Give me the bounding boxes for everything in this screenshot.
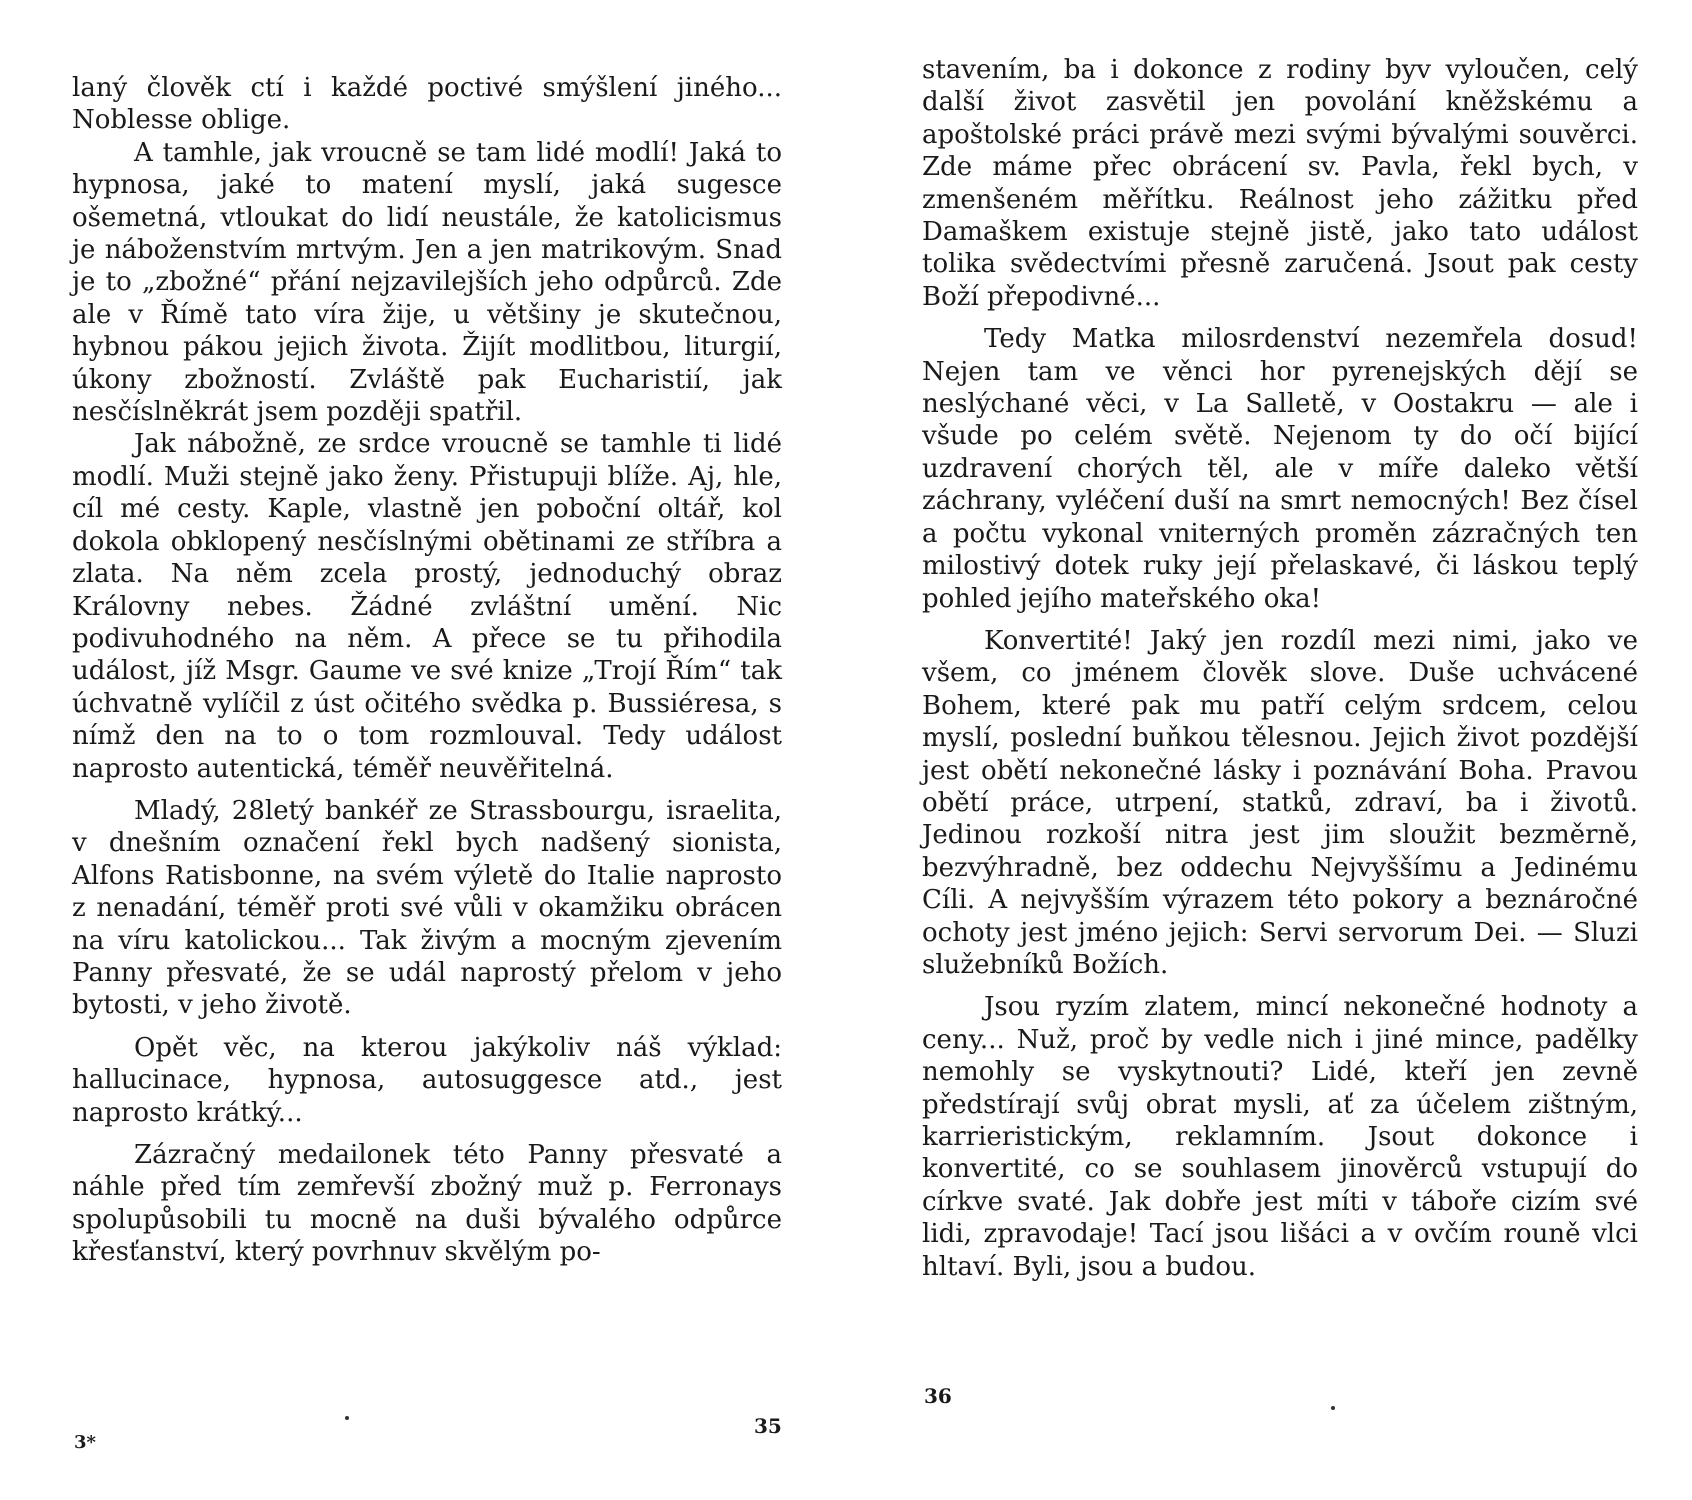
right-paragraph-3: Konvertité! Jaký jen rozdíl mezi nimi, jako ve všem, co jménem člověk slove. Duše uchvácené Bohem, které pak mu patří celým srdcem, celou myslí, poslední buňkou tělesnou. Jejich život pozdější jest obětí nekonečné lásky i poznávání Boha. Pravou obětí práce, utrpení, statků, zdraví, ba i životů. Jedinou rozkoší nitra jest jim sloužit bezměrně, bezvýhradně, bez oddechu Nejvyššímu a Jedinému Cíli. A nejvyšším výrazem této pokory a beznáročné ochoty jest jméno jejich: Servi servorum Dei. — Sluzi služebníků Božích. — [922, 625, 1638, 980]
right-paragraph-2: Tedy Matka milosrdenství nezemřela dosud! Nejen tam ve věnci hor pyrenejských dějí se neslýchané věci, v La Salletě, v Oostakru — ale i všude po celém světě. Nejenom ty do očí bijící uzdravení chorých těl, ale v míře daleko větší záchrany, vyléčení duší na smrt nemocných! Bez čísel a počtu vykonal vniterných proměn zázračných ten milostivý dotek ruky její přelaskavé, či láskou teplý pohled jejího mateřského oka! — [922, 324, 1638, 614]
left-paragraph-4: Mladý, 28letý bankéř ze Strassbourgu, israelita, v dnešním označení řekl bych nadšený sionista, Alfons Ratisbonne, na svém výletě do Italie naprosto z nenadání, téměř proti své vůli v okamžiku obrácen na víru katolickou... Tak živým a mocným zjevením Panny přesvaté, že se udál naprostý přelom v jeho bytosti, v jeho životě. — [72, 795, 782, 1021]
left-paragraph-2: A tamhle, jak vroucně se tam lidé modlí! Jaká to hypnosa, jaké to matení myslí, jaká sugesce ošemetná, vtloukat do lidí neustále, že katolicismus je náboženstvím mrtvým. Jen a jen matrikovým. Snad je to „zbožné“ přání nejzavilejších jeho odpůrců. Zde ale v Římě tato víra žije, u většiny je skutečnou, hybnou pákou jejich života. Žijít modlitbou, liturgií, úkony zbožností. Zvláště pak Eucharistií, jak nesčíslněkrát jsem později spatřil. — [72, 137, 782, 428]
right-paragraph-4: Jsou ryzím zlatem, mincí nekonečné hodnoty a ceny... Nuž, proč by vedle nich i jiné mince, padělky nemohly se vyskytnouti? Lidé, kteří jen zevně předstírají svůj obrat mysli, ať za účelem zištným, karrieristickým, reklamním. Jsout dokonce i konvertité, co se souhlasem jinověrců vstupují do církve svaté. Jak dobře jest míti v táboře cizím své lidi, zpravodaje! Tací jsou lišáci a v ovčím rouně vlci hltaví. Byli, jsou a budou. — [922, 992, 1638, 1282]
left-paragraph-6: Zázračný medailonek této Panny přesvaté a náhle před tím zemřevší zbožný muž p. Ferronays spolupůsobili tu mocně na duši bývalého odpůrce křesťanství, který povrhnuv skvělým po- — [72, 1140, 782, 1268]
signature-mark: 3* — [74, 1432, 96, 1453]
page-number-left: 35 — [754, 1414, 782, 1438]
left-paragraph-1: laný člověk ctí i každé poctivé smýšlení jiného... Noblesse oblige. — [72, 73, 782, 136]
page-number-right: 36 — [924, 1384, 952, 1408]
left-paragraph-3: Jak nábožně, ze srdce vroucně se tamhle ti lidé modlí. Muži stejně jako ženy. Přistupuji blíže. Aj, hle, cíl mé cesty. Kaple, vlastně jen poboční oltář, kol dokola obklopený nesčíslnými obětinami ze stříbra a zlata. Na něm zcela prostý, jednoduchý obraz Královny nebes. Žádné zvláštní umění. Nic podivuhodného na něm. A přece se tu přihodila událost, jíž Msgr. Gaume ve své knize „Trojí Řím“ tak úchvatně vylíčil z úst očitého svědka p. Bussiéresa, s nímž den na to o tom rozmlouval. Tedy událost naprosto autentická, téměř neuvěřitelná. — [72, 429, 782, 784]
print-speck — [345, 1416, 349, 1420]
right-paragraph-1: stavením, ba i dokonce z rodiny byv vyloučen, celý další život zasvětil jen povolání kněžskému a apoštolské práci právě mezi svými bývalými souvěrci. Zde máme přec obrácení sv. Pavla, řekl bych, v zmenšeném měřítku. Reálnost jeho zážitku před Damaškem existuje stejně jistě, jako tato událost tolika svědectvími přesně zaručená. Jsout pak cesty Boží přepodivné... — [922, 55, 1638, 312]
right-page — [922, 54, 1638, 1283]
left-page — [72, 72, 782, 1269]
left-paragraph-5: Opět věc, na kterou jakýkoliv náš výklad: hallucinace, hypnosa, autosuggesce atd., jest naprosto krátký... — [72, 1032, 782, 1128]
print-speck — [1331, 1406, 1335, 1410]
